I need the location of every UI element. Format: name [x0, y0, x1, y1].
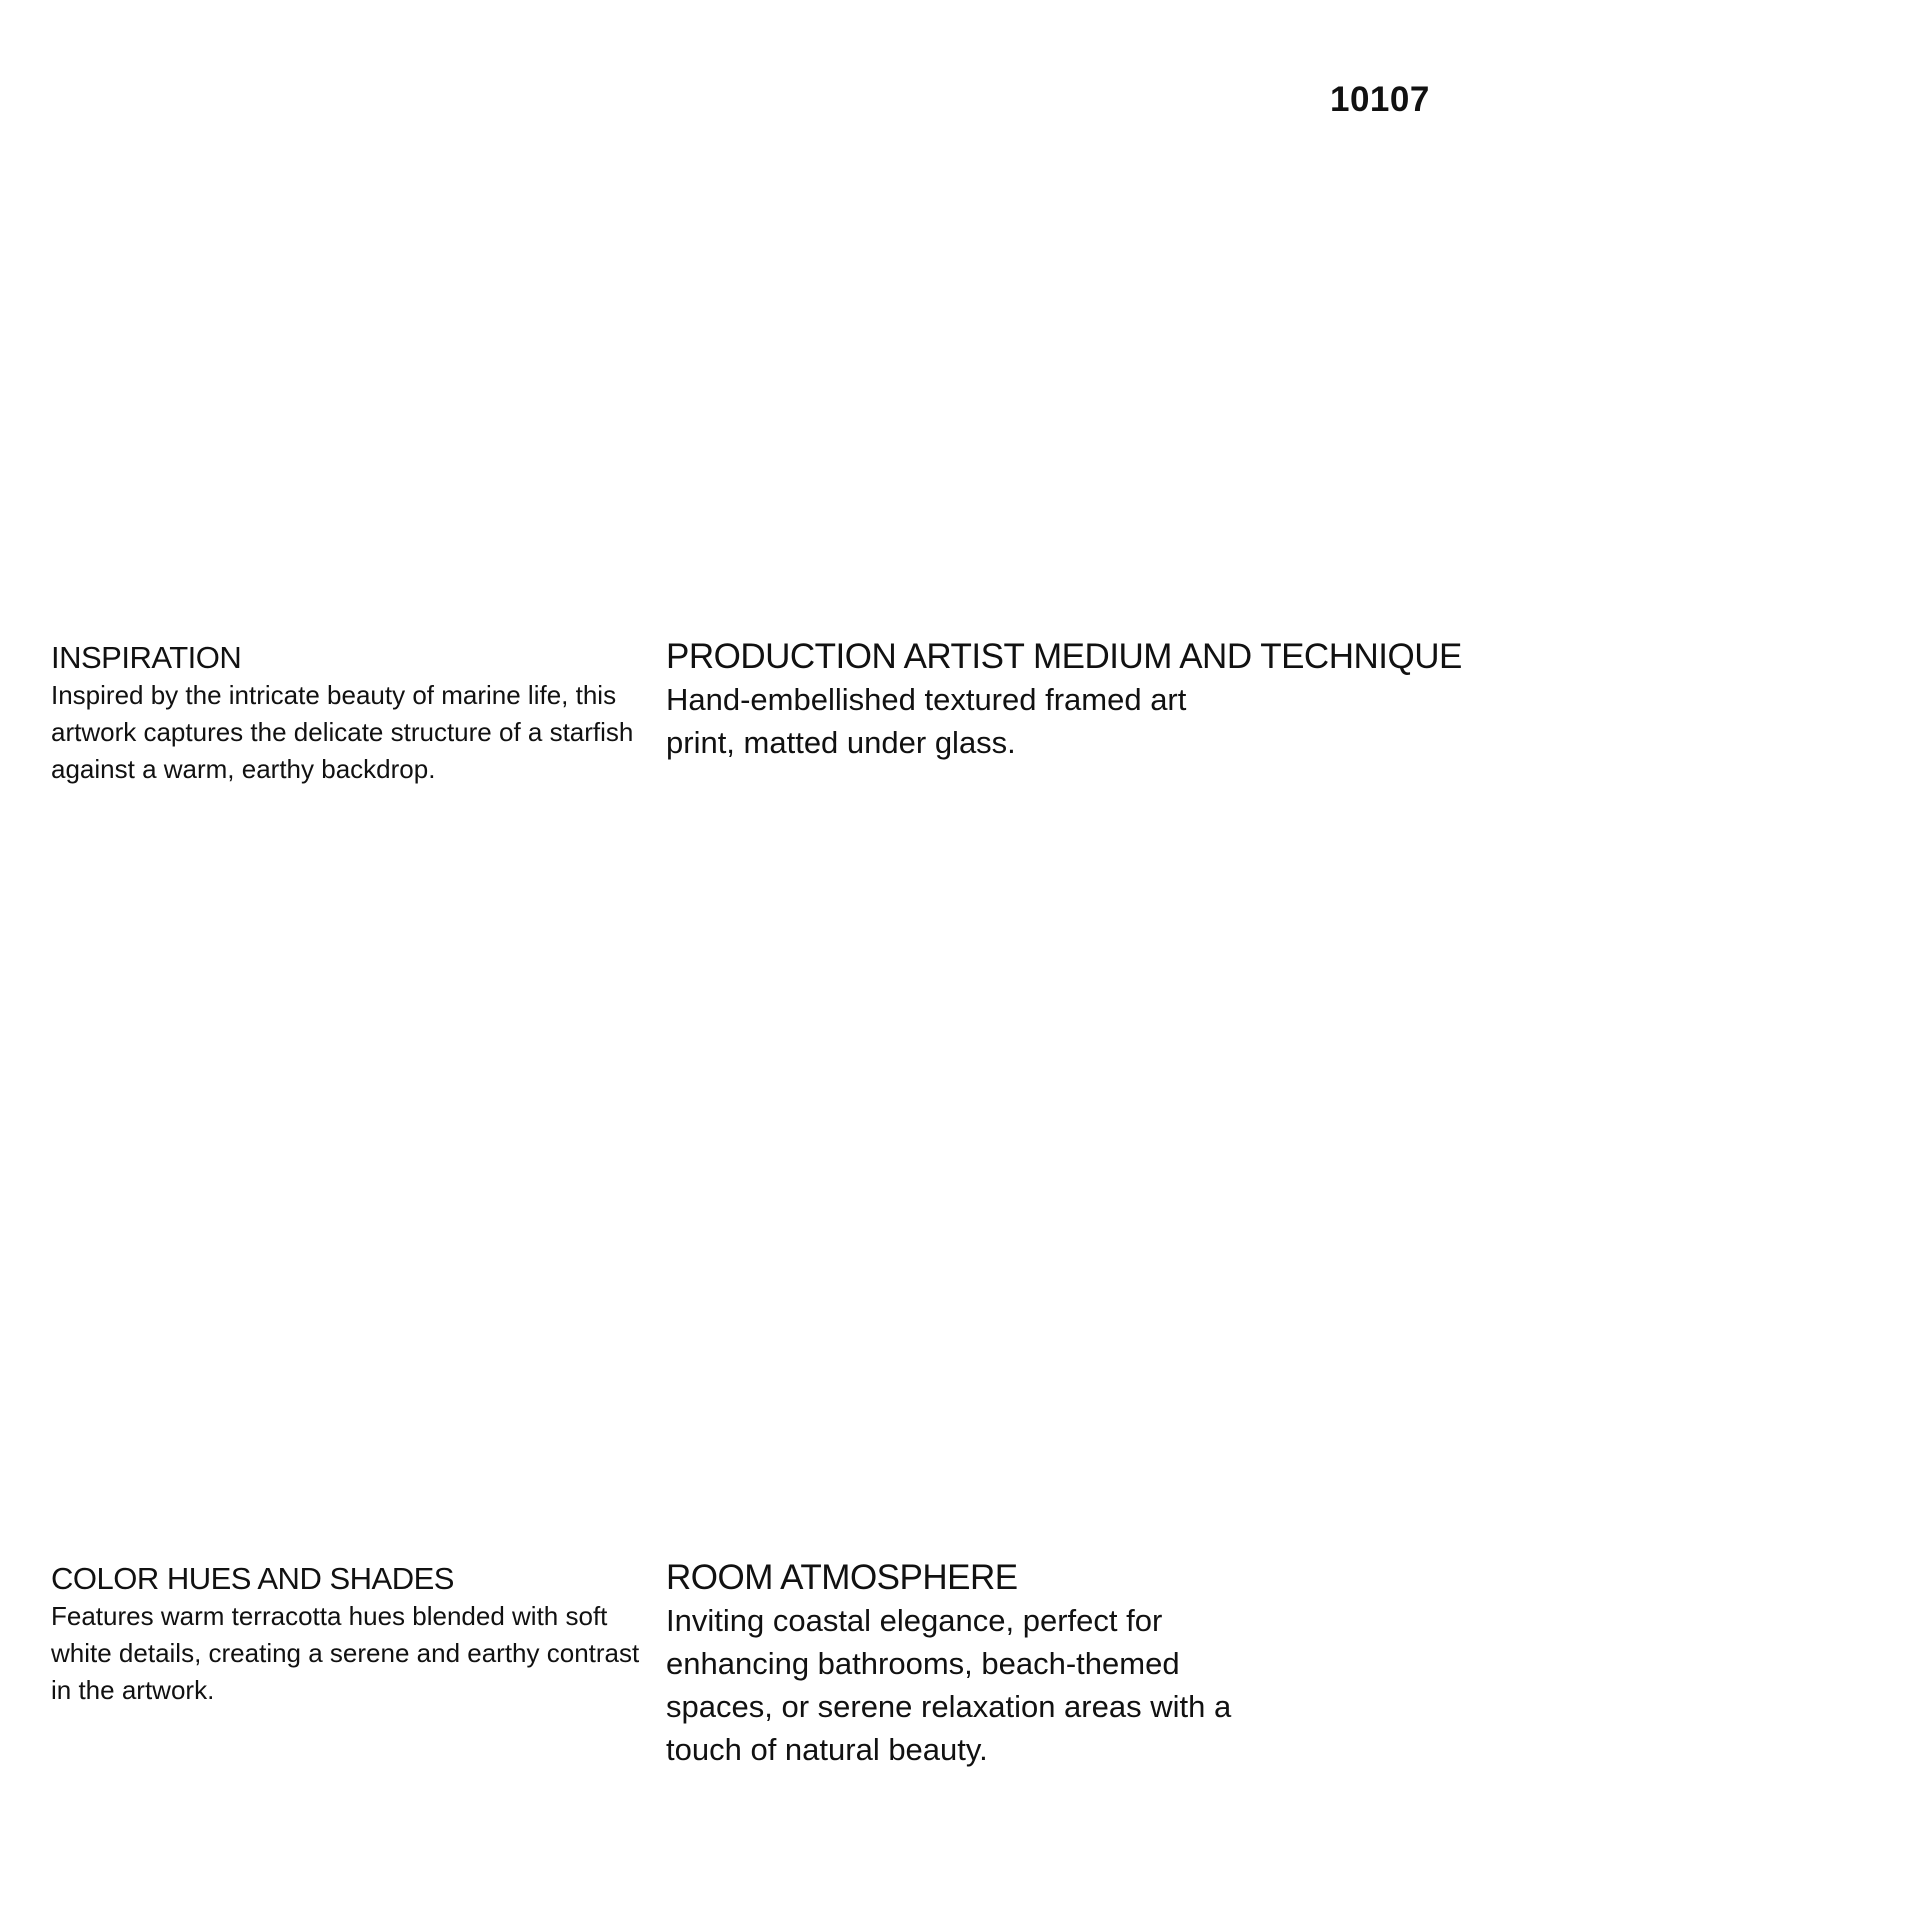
medium-technique-heading: PRODUCTION ARTIST MEDIUM AND TECHNIQUE: [666, 637, 1462, 676]
inspiration-section: [51, 639, 641, 788]
room-atmosphere-heading: ROOM ATMOSPHERE: [666, 1558, 1018, 1597]
color-hues-section: [51, 1560, 641, 1709]
room-atmosphere-text: Inviting coastal elegance, perfect for enhancing bathrooms, beach-themed spaces, or serene relaxation areas with a touch of natural beauty.: [666, 1603, 1232, 1767]
room-atmosphere-section: [666, 1557, 1276, 1771]
color-hues-heading: COLOR HUES AND SHADES: [51, 1561, 454, 1596]
inspiration-heading: INSPIRATION: [51, 640, 242, 675]
inspiration-text: Inspired by the intricate beauty of marine life, this artwork captures the delicate structure of a starfish against a warm, earthy backdrop.: [51, 680, 634, 784]
color-hues-text: Features warm terracotta hues blended with soft white details, creating a serene and earthy contrast in the artwork.: [51, 1601, 640, 1705]
product-code: 10107: [1330, 80, 1430, 119]
medium-technique-text: Hand-embellished textured framed art print, matted under glass.: [666, 682, 1187, 760]
medium-technique-section: [666, 636, 1462, 764]
